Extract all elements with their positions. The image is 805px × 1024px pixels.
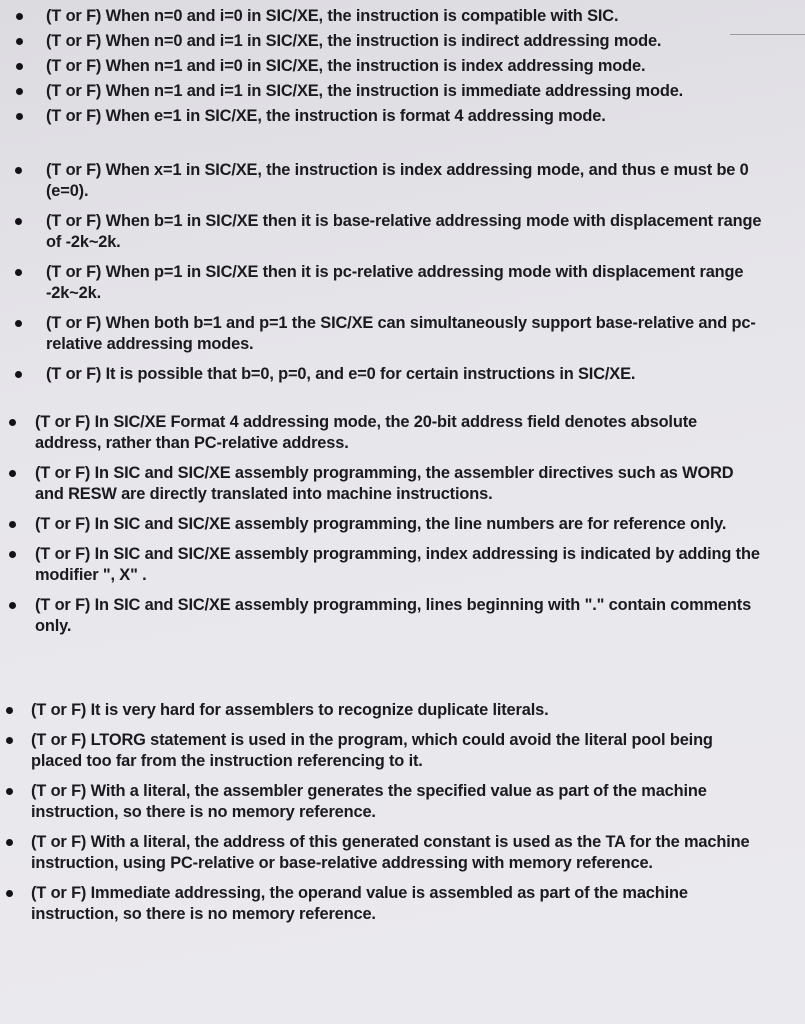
question-item: [0, 31, 805, 52]
bullet-icon: [9, 470, 16, 477]
question-text: (T or F) When b=1 in SIC/XE then it is base-relative addressing mode with displacement range of -2k~2k.: [46, 212, 762, 251]
question-text: (T or F) In SIC and SIC/XE assembly programming, index addressing is indicated by adding the modifier ", X" .: [35, 545, 760, 584]
question-text: (T or F) Immediate addressing, the operand value is assembled as part of the machine instruction, so there is no memory reference.: [31, 884, 688, 923]
bullet-icon: [6, 839, 13, 846]
bullet-icon: [16, 113, 23, 120]
question-item: [0, 832, 805, 874]
question-item: [0, 160, 805, 202]
bullet-icon: [16, 13, 23, 20]
bullet-icon: [16, 63, 23, 70]
question-group-4: [0, 700, 805, 934]
question-item: [0, 56, 805, 77]
question-text: (T or F) LTORG statement is used in the program, which could avoid the literal pool being placed too far from the instruction referencing to it.: [31, 731, 713, 770]
question-item: [0, 211, 805, 253]
question-group-3: [0, 412, 805, 646]
question-item: [0, 81, 805, 102]
question-item: [0, 700, 805, 721]
question-text: (T or F) When x=1 in SIC/XE, the instruction is index addressing mode, and thus e must be 0 (e=0).: [46, 161, 749, 200]
question-text: (T or F) When n=1 and i=0 in SIC/XE, the instruction is index addressing mode.: [46, 57, 646, 75]
bullet-icon: [9, 551, 16, 558]
question-item: [0, 463, 805, 505]
bullet-icon: [16, 88, 23, 95]
question-item: [0, 106, 805, 127]
bullet-icon: [9, 521, 16, 528]
question-text: (T or F) In SIC/XE Format 4 addressing mode, the 20-bit address field denotes absolute address, rather than PC-relative address.: [35, 413, 697, 452]
bullet-icon: [6, 707, 13, 714]
bullet-icon: [6, 890, 13, 897]
bullet-icon: [15, 218, 22, 225]
question-group-1: [0, 6, 805, 131]
bullet-icon: [15, 371, 22, 378]
question-text: (T or F) In SIC and SIC/XE assembly programming, the assembler directives such as WORD and RESW are directly translated into machine instructions.: [35, 464, 734, 503]
question-item: [0, 313, 805, 355]
bullet-icon: [6, 788, 13, 795]
question-item: [0, 514, 805, 535]
question-text: (T or F) When e=1 in SIC/XE, the instruction is format 4 addressing mode.: [46, 107, 606, 125]
question-item: [0, 883, 805, 925]
question-text: (T or F) In SIC and SIC/XE assembly programming, the line numbers are for reference only.: [35, 515, 727, 533]
question-text: (T or F) When p=1 in SIC/XE then it is pc-relative addressing mode with displacement range -2k~2k.: [46, 263, 744, 302]
question-item: [0, 262, 805, 304]
question-text: (T or F) With a literal, the assembler generates the specified value as part of the machine instruction, so there is no memory reference.: [31, 782, 707, 821]
question-item: [0, 6, 805, 27]
question-item: [0, 364, 805, 385]
question-text: (T or F) It is possible that b=0, p=0, and e=0 for certain instructions in SIC/XE.: [46, 365, 636, 383]
question-item: [0, 412, 805, 454]
question-text: (T or F) When both b=1 and p=1 the SIC/XE can simultaneously support base-relative and pc-relative addressing modes.: [46, 314, 756, 353]
question-text: (T or F) When n=0 and i=0 in SIC/XE, the instruction is compatible with SIC.: [46, 7, 619, 25]
question-text: (T or F) In SIC and SIC/XE assembly programming, lines beginning with "." contain comments only.: [35, 596, 752, 635]
question-text: (T or F) When n=1 and i=1 in SIC/XE, the instruction is immediate addressing mode.: [46, 82, 684, 100]
bullet-icon: [9, 419, 16, 426]
question-item: [0, 781, 805, 823]
bullet-icon: [16, 38, 23, 45]
bullet-icon: [6, 737, 13, 744]
question-item: [0, 544, 805, 586]
question-text: (T or F) It is very hard for assemblers to recognize duplicate literals.: [31, 701, 549, 719]
question-text: (T or F) When n=0 and i=1 in SIC/XE, the instruction is indirect addressing mode.: [46, 32, 662, 50]
question-item: [0, 730, 805, 772]
question-text: (T or F) With a literal, the address of this generated constant is used as the TA for the machine instruction, using PC-relative or base-relative addressing with memory reference.: [31, 833, 750, 872]
bullet-icon: [15, 167, 22, 174]
bullet-icon: [15, 320, 22, 327]
bullet-icon: [9, 602, 16, 609]
question-group-2: [0, 160, 805, 394]
question-item: [0, 595, 805, 637]
bullet-icon: [15, 269, 22, 276]
